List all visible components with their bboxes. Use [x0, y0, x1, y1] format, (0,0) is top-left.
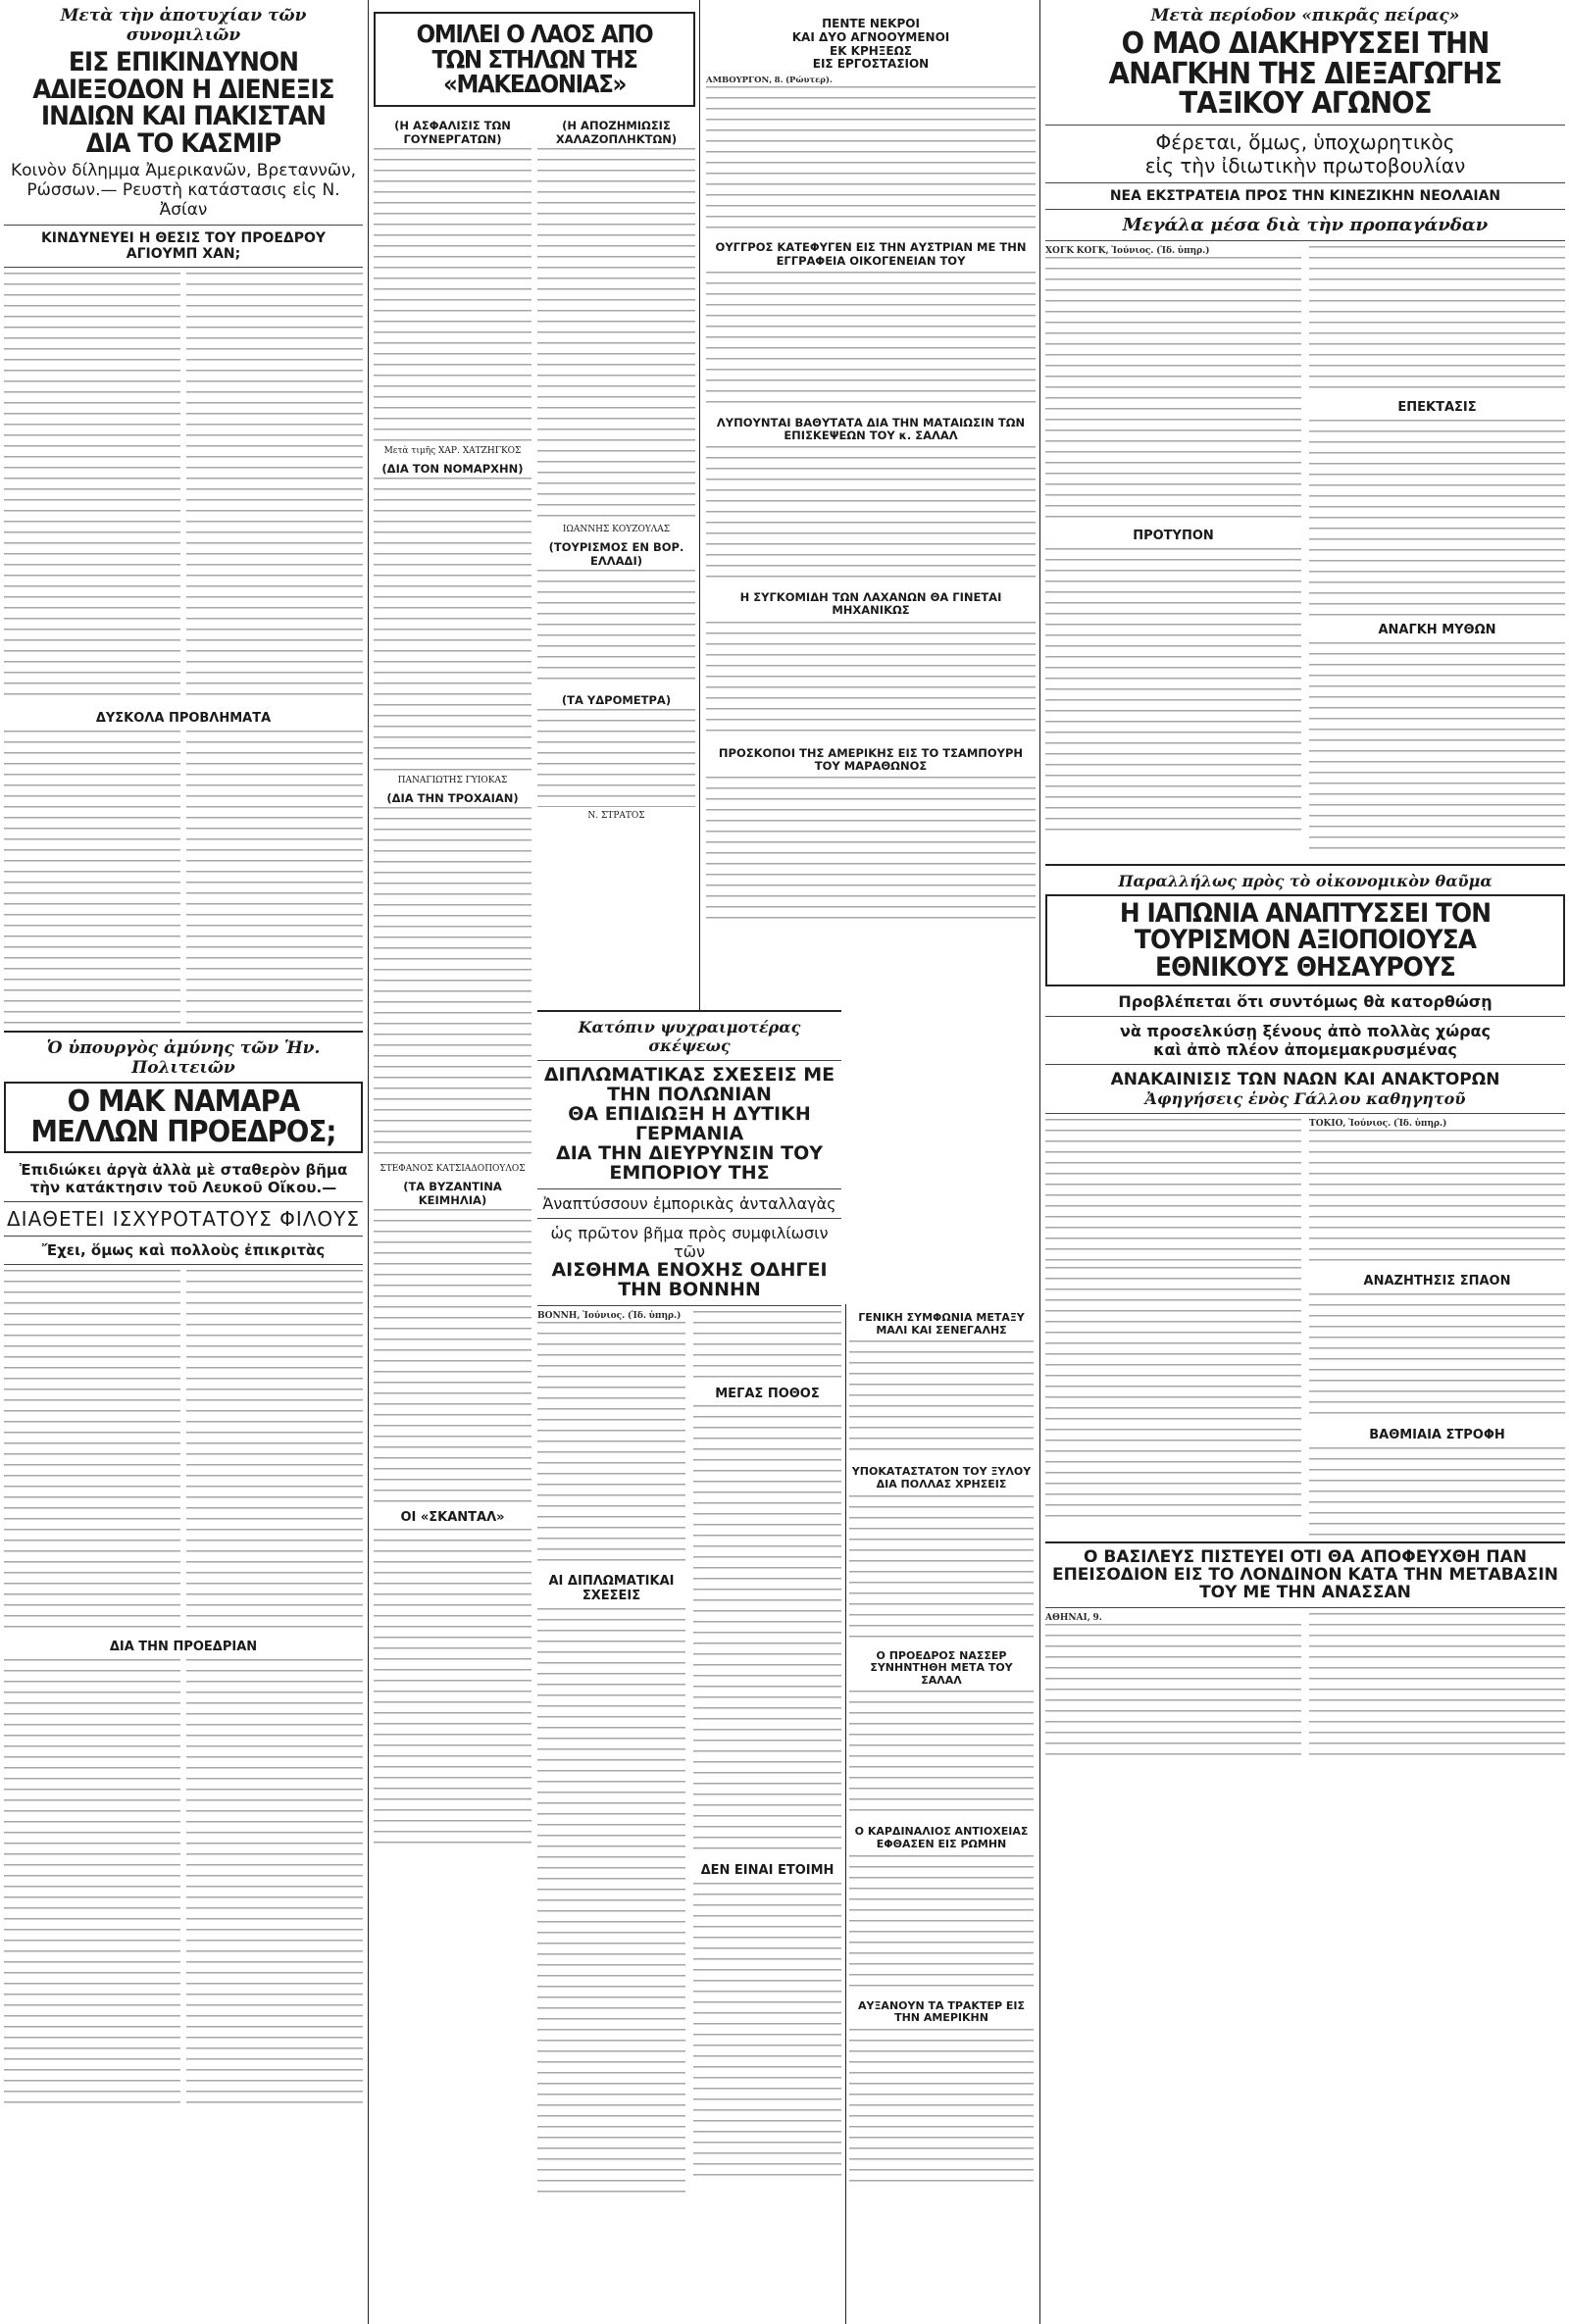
article-text — [1309, 1613, 1565, 1760]
signature: ΣΤΕΦΑΝΟΣ ΚΑΤΣΙΑΔΟΠΟΥΛΟΣ — [380, 1163, 526, 1174]
news-title: ΑΥΞΑΝΟΥΝ ΤΑ ΤΡΑΚΤΕΡ ΕΙΣ ΤΗΝ ΑΜΕΡΙΚΗΝ — [858, 1998, 1025, 2025]
section-heading: ΟΙ «ΣΚΑΝΤΑΛ» — [400, 1509, 505, 1525]
headline-letters: ΟΜΙΛΕΙ Ο ΛΑΟΣ ΑΠΟ ΤΩΝ ΣΤΗΛΩΝ ΤΗΣ «ΜΑΚΕΔΟΝΙΑΣ» — [416, 20, 653, 98]
column-mao-japan — [1045, 0, 1565, 2324]
subheadline: ὡς πρῶτον βῆμα πρὸς συμφιλίωσιν τῶν — [550, 1223, 829, 1261]
letter-title: (ΔΙΑ ΤΗΝ ΤΡΟΧΑΙΑΝ) — [386, 790, 519, 805]
article-text — [1045, 548, 1301, 833]
section-heading: ΕΠΕΚΤΑΣΙΣ — [1397, 399, 1477, 415]
letter-title: (Η ΑΣΦΑΛΙΣΙΣ ΤΩΝ ΓΟΥΝΕΡΓΑΤΩΝ) — [394, 118, 511, 146]
letter-text — [374, 478, 531, 772]
article-text — [693, 1405, 841, 1856]
signature: Ν. ΣΤΡΑΤΟΣ — [587, 810, 645, 821]
article-text — [4, 731, 180, 1025]
dateline: ΧΟΓΚ ΚΟΓΚ, Ἰούνιος. (Ἰδ. ὑπηρ.) — [1045, 245, 1210, 256]
letter-title: (ΤΑ ΥΔΡΟΜΕΤΡΑ) — [561, 692, 672, 707]
article-text — [1045, 1267, 1301, 1522]
news-title: Ο ΚΑΡΔΙΝΑΛΙΟΣ ΑΝΤΙΟΧΕΙΑΣ ΕΦΘΑΣΕΝ ΕΙΣ ΡΩΜΗΝ — [854, 1825, 1029, 1851]
article-text — [1309, 420, 1565, 616]
article-text — [706, 86, 1036, 233]
letter-title: (Η ΑΠΟΖΗΜΙΩΣΙΣ ΧΑΛΑΖΟΠΛΗΚΤΩΝ) — [555, 118, 678, 146]
column-rule — [1039, 0, 1040, 2324]
letter-text — [374, 148, 531, 442]
article-text — [849, 2029, 1034, 2186]
subheadline: τὴν κατάκτησιν τοῦ Λευκοῦ Οἴκου.— — [29, 1179, 337, 1197]
signature: Μετὰ τιμῆς ΧΑΡ. ΧΑΤΖΗΓΚΟΣ — [383, 445, 522, 456]
headline-mcnamara: Ο ΜΑΚ ΝΑΜΑΡΑ ΜΕΛΛΩΝ ΠΡΟΕΔΡΟΣ; — [30, 1085, 336, 1149]
article-text — [4, 1270, 180, 1633]
title-line: ΕΙΣ ΕΡΓΟΣΤΑΣΙΟΝ — [812, 57, 930, 72]
article-text — [1309, 246, 1565, 393]
subheadline: Ἐπιδιώκει ἀργὰ ἀλλὰ μὲ σταθερὸν βῆμα — [19, 1161, 348, 1180]
kicker: Κατόπιν ψυχραιμοτέρας σκέψεως — [578, 1018, 801, 1055]
column-kashmir — [4, 0, 363, 2324]
subheadline: νὰ προσελκύσῃ ξένους ἀπὸ πολλὰς χώρας — [1119, 1022, 1492, 1041]
subheadline: Ρώσσων.— Ρευστὴ κατάστασις εἰς Ν. Ἀσίαν — [26, 180, 340, 221]
subheadline: Φέρεται, ὅμως, ὑποχωρητικὸς — [1155, 129, 1455, 154]
headline-line: ΘΑ ΕΠΙΔΙΩΞΗ Η ΔΥΤΙΚΗ ΓΕΡΜΑΝΙΑ — [568, 1102, 811, 1144]
subheadline: εἰς τὴν ἰδιωτικὴν πρωτοβουλίαν — [1144, 153, 1466, 177]
article-text — [706, 777, 1036, 924]
article-germany-poland — [537, 1010, 841, 2324]
article-text — [706, 272, 1036, 409]
dateline: ΑΜΒΟΥΡΓΟΝ, 8. (Ρώυτερ). — [706, 76, 833, 86]
headline-kashmir: ΕΙΣ ΕΠΙΚΙΝΔΥΝΟΝ ΑΔΙΕΞΟΔΟΝ Η ΔΙΕΝΕΞΙΣ ΙΝΔΙΩΝ ΚΑΙ ΠΑΚΙΣΤΑΝ ΔΙΑ ΤΟ ΚΑΣΜΙΡ — [32, 47, 334, 159]
kicker: Ὁ ὑπουργὸς ἀμύνης τῶν Ἡν. Πολιτειῶν — [46, 1038, 321, 1079]
signature: ΠΑΝΑΓΙΩΤΗΣ ΓΥΙΟΚΑΣ — [397, 775, 508, 785]
article-text — [1309, 1447, 1565, 1536]
section-heading: ΔΥΣΚΟΛΑ ΠΡΟΒΛΗΜΑΤΑ — [95, 711, 272, 727]
article-text — [4, 1659, 180, 2110]
title-line: ΚΑΙ ΔΥΟ ΑΓΝΟΟΥΜΕΝΟΙ — [791, 29, 950, 44]
article-text — [706, 622, 1036, 739]
subheadline: Ἀφηγήσεις ἑνὸς Γάλλου καθηγητοῦ — [1144, 1089, 1466, 1109]
headline-mao: Ο ΜΑΟ ΔΙΑΚΗΡΥΣΣΕΙ ΤΗΝ ΑΝΑΓΚΗΝ ΤΗΣ ΔΙΕΞΑΓΩΓΗΣ ΤΑΞΙΚΟΥ ΑΓΩΝΟΣ — [1108, 26, 1502, 122]
article-text — [537, 1322, 685, 1567]
subheadline: καὶ ἀπὸ πλέον ἀπομεμακρυσμένας — [1153, 1040, 1457, 1060]
dateline: ΑΘΗΝΑΙ, 9. — [1045, 1612, 1102, 1623]
section-heading: ΑΙ ΔΙΠΛΩΜΑΤΙΚΑΙ ΣΧΕΣΕΙΣ — [548, 1573, 675, 1603]
news-title: ΛΥΠΟΥΝΤΑΙ ΒΑΘΥΤΑΤΑ ΔΙΑ ΤΗΝ ΜΑΤΑΙΩΣΙΝ ΤΩΝ ΕΠΙΣΚΕΨΕΩΝ ΤΟΥ κ. ΣΑΛΑΛ — [716, 415, 1026, 443]
article-text — [186, 1659, 363, 2110]
article-text — [849, 1855, 1034, 1993]
title-line: ΕΚ ΚΡΗΞΕΩΣ — [830, 43, 912, 58]
column-short-news-lower — [849, 1304, 1034, 2314]
letter-text — [374, 807, 531, 1160]
article-text — [849, 1340, 1034, 1458]
signature: ΙΩΑΝΝΗΣ ΚΟΥΖΟΥΛΑΣ — [562, 524, 671, 534]
dateline: ΤΟΚΙΟ, Ἰούνιος. (Ἰδ. ὑπηρ.) — [1309, 1119, 1447, 1130]
article-text — [537, 1608, 685, 2197]
letter-text — [374, 1529, 531, 1852]
title-line: ΠΕΝΤΕ ΝΕΚΡΟΙ — [822, 17, 920, 30]
subheadline-bold: ΝΕΑ ΕΚΣΤΡΑΤΕΙΑ ΠΡΟΣ ΤΗΝ ΚΙΝΕΖΙΚΗΝ ΝΕΟΛΑΙΑΝ — [1109, 187, 1501, 204]
headline-line: ΑΙΣΘΗΜΑ ΕΝΟΧΗΣ ΟΔΗΓΕΙ ΤΗΝ ΒΟΝΝΗΝ — [551, 1258, 828, 1300]
letter-text — [537, 148, 695, 521]
section-heading: ΠΡΟΤΥΠΟΝ — [1133, 528, 1214, 543]
subheadline-bold: ΚΙΝΔΥΝΕΥΕΙ Η ΘΕΣΙΣ ΤΟΥ ΠΡΟΕΔΡΟΥ ΑΓΙΟΥΜΠ ΧΑΝ; — [40, 230, 327, 263]
letter-text — [374, 1209, 531, 1503]
news-title: ΟΥΓΓΡΟΣ ΚΑΤΕΦΥΓΕΝ ΕΙΣ ΤΗΝ ΑΥΣΤΡΙΑΝ ΜΕ ΤΗΝ ΕΓΓΡΑΦΕΙΑ ΟΙΚΟΓΕΝΕΙΑΝ ΤΟΥ — [715, 240, 1027, 268]
headline-line: ΔΙΑ ΤΗΝ ΔΙΕΥΡΥΝΣΙΝ ΤΟΥ ΕΜΠΟΡΙΟΥ ΤΗΣ — [555, 1141, 823, 1184]
column-rule — [368, 0, 369, 2324]
article-text — [1309, 1130, 1565, 1267]
letter-text — [537, 709, 695, 807]
article-text — [1309, 1293, 1565, 1421]
letter-title: (ΔΙΑ ΤΟΝ ΝΟΜΑΡΧΗΝ) — [381, 461, 524, 476]
section-heading: ΑΝΑΓΚΗ ΜΥΘΩΝ — [1378, 622, 1496, 637]
letter-title: (ΤΟΥΡΙΣΜΟΣ ΕΝ ΒΟΡ. ΕΛΛΑΔΙ) — [548, 539, 684, 568]
kicker: Παραλλήλως πρὸς τὸ οἰκονομικὸν θαῦμα — [1118, 871, 1493, 890]
section-heading: ΜΕΓΑΣ ΠΟΘΟΣ — [715, 1386, 820, 1401]
article-text — [706, 446, 1036, 583]
section-heading: ΔΕΝ ΕΙΝΑΙ ΕΤΟΙΜΗ — [700, 1863, 835, 1879]
article-text — [186, 1270, 363, 1633]
section-heading: ΔΙΑ ΤΗΝ ΠΡΟΕΔΡΙΑΝ — [109, 1640, 258, 1655]
section-heading: ΒΑΘΜΙΑΙΑ ΣΤΡΟΦΗ — [1369, 1428, 1505, 1443]
article-text — [1045, 257, 1301, 522]
news-title: Ο ΠΡΟΕΔΡΟΣ ΝΑΣΣΕΡ ΣΥΝΗΝΤΗΘΗ ΜΕΤΑ ΤΟΥ ΣΑΛΑΛ — [870, 1648, 1013, 1687]
dateline: ΒΟΝΝΗ, Ἰούνιος. (Ἰδ. ὑπηρ.) — [537, 1310, 682, 1321]
article-text — [1045, 1624, 1301, 1761]
subheadline: Προβλέπεται ὅτι συντόμως θὰ κατορθώσῃ — [1118, 992, 1493, 1012]
kicker: Μετὰ περίοδον «πικρᾶς πείρας» — [1150, 6, 1460, 25]
headline-king: Ο ΒΑΣΙΛΕΥΣ ΠΙΣΤΕΥΕΙ ΟΤΙ ΘΑ ΑΠΟΦΕΥΧΘΗ ΠΑΝ ΕΠΕΙΣΟΔΙΟΝ ΕΙΣ ΤΟ ΛΟΝΔΙΝΟΝ ΚΑΤΑ ΤΗΝ ΜΕΤΑΒΑΣΙΝ ΤΟΥ ΜΕ ΤΗΝ ΑΝΑΣΣΑΝ — [1051, 1547, 1559, 1603]
kicker: Μετὰ τὴν ἀποτυχίαν τῶν συνομιλιῶν — [60, 6, 307, 45]
subheadline: ΔΙΑΘΕΤΕΙ ΙΣΧΥΡΟΤΑΤΟΥΣ ΦΙΛΟΥΣ — [7, 1207, 360, 1232]
article-text — [849, 1691, 1034, 1818]
article-text — [4, 273, 180, 704]
article-text — [1309, 642, 1565, 858]
subheadline: Μεγάλα μέσα διὰ τὴν προπαγάνδαν — [1122, 214, 1489, 235]
news-title: Η ΣΥΓΚΟΜΙΔΗ ΤΩΝ ΛΑΧΑΝΩΝ ΘΑ ΓΙΝΕΤΑΙ ΜΗΧΑΝΙΚΩΣ — [739, 590, 1002, 618]
article-text — [849, 1495, 1034, 1642]
letter-text — [537, 570, 695, 687]
article-text — [186, 731, 363, 1025]
news-title: ΓΕΝΙΚΗ ΣΥΜΦΩΝΙΑ ΜΕΤΑΞΥ ΜΑΛΙ ΚΑΙ ΣΕΝΕΓΑΛΗΣ — [858, 1311, 1025, 1337]
subheadline: Κοινὸν δίλημμα Ἀμερικανῶν, Βρεταννῶν, — [11, 161, 356, 181]
headline-line: ΔΙΠΛΩΜΑΤΙΚΑΣ ΣΧΕΣΕΙΣ ΜΕ ΤΗΝ ΠΟΛΩΝΙΑΝ — [543, 1064, 835, 1105]
headline-japan: Η ΙΑΠΩΝΙΑ ΑΝΑΠΤΥΣΣΕΙ ΤΟΝ ΤΟΥΡΙΣΜΟΝ ΑΞΙΟΠΟΙΟΥΣΑ ΕΘΝΙΚΟΥΣ ΘΗΣΑΥΡΟΥΣ — [1119, 897, 1492, 983]
column-short-news — [706, 0, 1036, 1010]
column-rule — [845, 1304, 846, 2324]
article-text — [186, 273, 363, 704]
section-heading: ΑΝΑΖΗΤΗΣΙΣ ΣΠΑΟΝ — [1363, 1274, 1511, 1289]
article-text — [693, 1311, 841, 1380]
news-title — [706, 18, 1036, 72]
headline-box — [374, 12, 695, 107]
subheadline: Ἀναπτύσσουν ἐμπορικὰς ἀνταλλαγὰς — [542, 1193, 836, 1213]
column-rule — [699, 0, 700, 1010]
article-text — [1045, 1119, 1301, 1266]
news-title: ΥΠΟΚΑΤΑΣΤΑΤΟΝ ΤΟΥ ΞΥΛΟΥ ΔΙΑ ΠΟΛΛΑΣ ΧΡΗΣΕΙΣ — [851, 1465, 1032, 1490]
news-title: ΠΡΟΣΚΟΠΟΙ ΤΗΣ ΑΜΕΡΙΚΗΣ ΕΙΣ ΤΟ ΤΣΑΜΠΟΥΡΗ ΤΟΥ ΜΑΡΑΘΩΝΟΣ — [718, 745, 1024, 773]
headline-box — [1045, 894, 1565, 987]
headline-box — [4, 1082, 363, 1153]
subheadline-bold: ΑΝΑΚΑΙΝΙΣΙΣ ΤΩΝ ΝΑΩΝ ΚΑΙ ΑΝΑΚΤΟΡΩΝ — [1110, 1070, 1500, 1090]
letter-title: (ΤΑ ΒΥΖΑΝΤΙΝΑ ΚΕΙΜΗΛΙΑ) — [403, 1179, 502, 1207]
subheadline: Ἔχει, ὅμως καὶ πολλοὺς ἐπικριτὰς — [41, 1241, 326, 1260]
article-text — [693, 1883, 841, 2177]
